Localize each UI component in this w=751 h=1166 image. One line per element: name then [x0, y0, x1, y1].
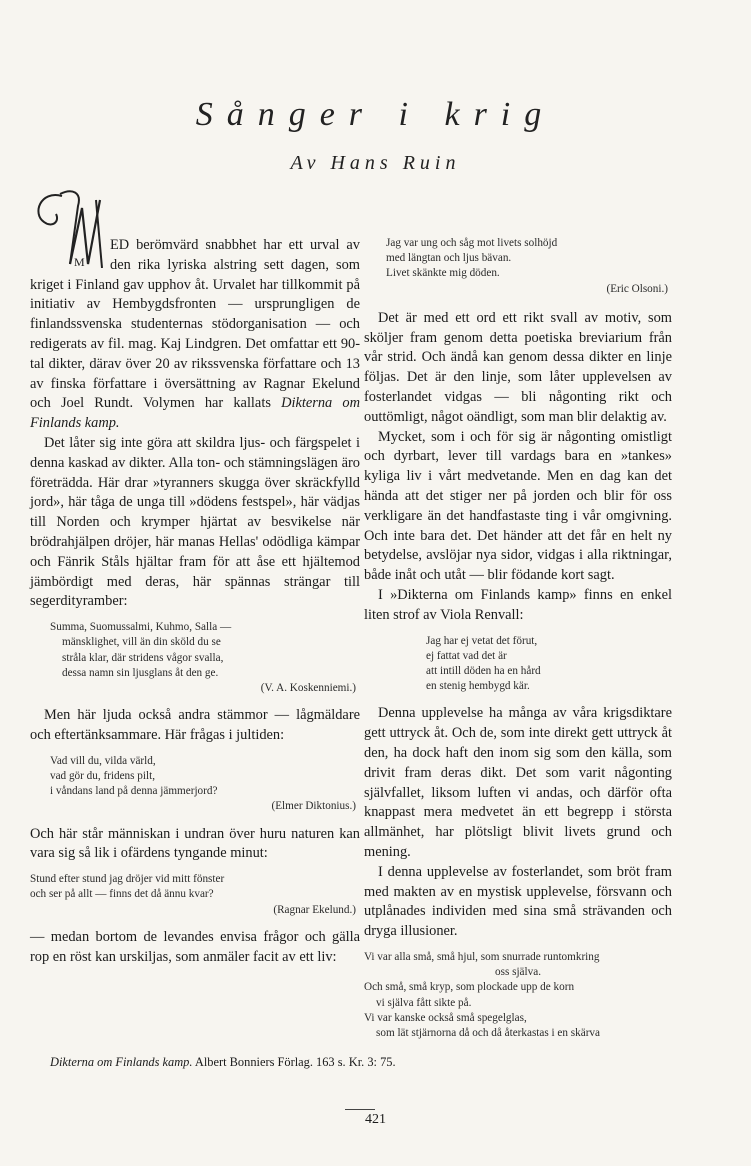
dropcap-letter: M: [74, 255, 85, 268]
quote-line: i våndans land på denna jämmerjord?: [50, 785, 218, 798]
quote-line: mänsklighet, vill än din sköld du se: [62, 636, 221, 649]
quote-koskenniemi: [50, 620, 360, 696]
quote-line: med längtan och ljus bävan.: [386, 252, 512, 265]
article-title: Sånger i krig: [195, 96, 556, 133]
quote-line: Summa, Suomussalmi, Kuhmo, Salla —: [50, 621, 232, 634]
footnote-book-title: Dikterna om Finlands kamp.: [50, 1055, 193, 1069]
quote-attribution: (V. A. Koskenniemi.): [260, 681, 356, 694]
quote-attribution: (Eric Olsoni.): [606, 282, 668, 295]
quote-line: Livet skänkte mig döden.: [386, 267, 500, 280]
left-column: [30, 236, 360, 967]
quote-line: Stund efter stund jag dröjer vid mitt fönster: [30, 873, 225, 886]
byline: Av Hans Ruin: [290, 152, 461, 174]
right-paragraph-2: Mycket, som i och för sig är någonting omistligt och dyrbart, lever till vardags bara en »tankes» kyliga liv i vårt medvetande. Men en dag kan det hända att det stiger ner på jorden och blir för oss verkligare än det handfastaste ting i vår omgivning. Och inte bara det. Det händer att det får en helt ny betydelse, avslöjar nya sidor, vidgas i alla riktningar, både inåt och utåt — blir födande kort sagt.: [364, 428, 672, 584]
quote-attribution: (Elmer Diktonius.): [271, 800, 356, 813]
quote-olsoni: [386, 236, 672, 297]
footnote-publisher: Albert Bonniers Förlag. 163 s. Kr. 3: 75.: [194, 1055, 396, 1069]
dropcap-ornament: [30, 186, 106, 268]
poem-line: Och små, små kryp, som plockade upp de korn: [364, 981, 575, 994]
quote-line: och ser på allt — finns det då ännu kvar?: [30, 888, 214, 901]
quote-diktonius: [50, 754, 360, 815]
poem-line: vi själva fått sikte på.: [376, 996, 472, 1009]
quote-line: att intill döden ha en hård: [426, 664, 541, 677]
quote-attribution: (Ragnar Ekelund.): [273, 903, 356, 916]
opening-paragraph-wrap: [30, 236, 360, 434]
quote-line: Vad vill du, vilda värld,: [50, 754, 156, 767]
quote-ekelund: [30, 872, 360, 918]
quote-line: en stenig hembygd kär.: [426, 680, 530, 693]
quote-renvall: [426, 634, 672, 695]
paragraph-2: Det låter sig inte göra att skildra ljus- och färgspelet i denna kaskad av dikter. Alla ton- och stämningslägen äro företrädda. Här drar »tyranners skugga över skräckfylld jord», här tåga de unga till »dödens festspel», här vädjas till Norden och krymper hjärtat av besvikelse när brödrahjälpen dröjer, här manas Hellas' odödliga kämpar och Fänrik Ståls hjältar fram för att åse ett hjältemod jämbördigt med deras, här spännas strängar till segerdityramber:: [30, 434, 360, 610]
book-title-inline: Dikterna om Finlands kamp.: [30, 395, 360, 432]
poem-line: Vi var kanske också små spegelglas,: [364, 1011, 527, 1024]
page-number-rule: [345, 1109, 375, 1110]
poem-line: Vi var alla små, små hjul, som snurrade runtomkring: [364, 950, 600, 963]
right-paragraph-5: I denna upplevelse av fosterlandet, som bröt fram med makten av en mystisk upplevelse, försvann och utplånades individen med sina små strävanden och dryga illusioner.: [364, 863, 672, 940]
intro-text: ED berömvärd snabbhet har ett urval av den rika lyriska alstring sett dagen, som kriget i Finland gav upphov åt. Urvalet har tillkommit på initiativ av Hembygdsfronten — ursprungligen de finlandssvenska studenternas stödorganisation — och redigerats av fil. mag. Kaj Lindgren. Det omfattar ett 90-tal dikter, därav över 20 av rikssvenska författare och 13 av finska författare i översättning av Ragnar Ekelund och Joel Rundt. Volymen har kallats: [30, 237, 360, 412]
quote-line: ej fattat vad det är: [426, 649, 507, 662]
poem-line: som lät stjärnorna då och då återkastas i en skärva: [376, 1026, 600, 1039]
page-number: 421: [365, 1112, 386, 1127]
paragraph-5: — medan bortom de levandes envisa frågor och gälla rop en röst kan urskiljas, som anmäler facit av ett liv:: [30, 928, 360, 965]
quote-line: stråla klar, där stridens vågor svalla,: [62, 651, 224, 664]
paragraph-3: Men här ljuda också andra stämmor — lågmäldare och eftertänksammare. Här frågas i jultiden:: [30, 707, 360, 743]
quote-line: dessa namn sin ljusglans åt den ge.: [62, 666, 219, 679]
quote-line: vad gör du, fridens pilt,: [50, 769, 156, 782]
footnote: [50, 1055, 396, 1070]
quote-line: Jag var ung och såg mot livets solhöjd: [386, 237, 558, 249]
right-paragraph-3: I »Dikterna om Finlands kamp» finns en enkel liten strof av Viola Renvall:: [364, 586, 672, 623]
dropcap-m-icon: [30, 186, 106, 268]
right-column: [364, 236, 672, 1041]
right-paragraph-4: Denna upplevelse ha många av våra krigsdiktare gett uttryck åt. Och de, som inte direkt gett uttryck åt den, ha dock haft den inom sig som den källa, som drivit fram deras dikt. Det som varit någonting självfallet, liksom luften vi andas, och därför ofta knappast mera medvetet än ett begrepp i största allmänhet, har plötsligt blivit livets grund och mening.: [364, 705, 672, 860]
closing-poem: [364, 950, 672, 1041]
right-paragraph-1: Det är med ett ord ett rikt svall av motiv, som sköljer fram genom detta poetiska breviarium från vår strid. Och ändå kan genom dessa dikter en linje följas. Det är den linje, som låter upplevelsen av fosterlandet vidgas — bli någonting rikt och outtömligt, något oändligt, som man blir delaktig av.: [364, 309, 672, 425]
quote-line: Jag har ej vetat det förut,: [426, 634, 538, 647]
poem-line: oss själva.: [495, 966, 541, 979]
paragraph-4: Och här står människan i undran över huru naturen kan vara sig så lik i ofärdens tyngande minut:: [30, 825, 360, 862]
